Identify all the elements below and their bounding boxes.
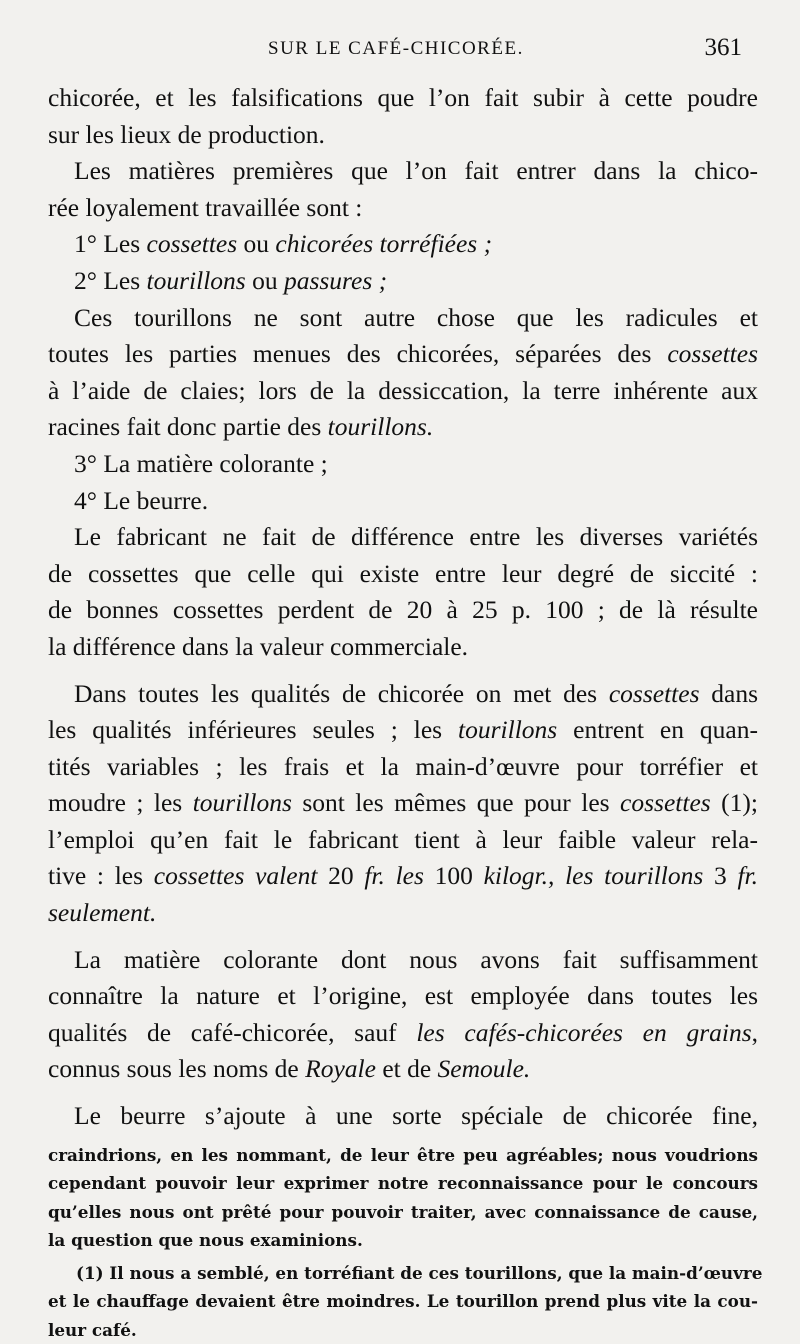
italic-run: seulement. [48, 898, 157, 928]
text-line [48, 822, 758, 859]
text-line [48, 895, 758, 932]
paragraph-gap [48, 1088, 758, 1098]
text-line [48, 190, 758, 227]
text-run: connaître la nature et l’origine, est employée dans toutes les [48, 981, 758, 1011]
italic-run: chicorées torréfiées ; [275, 229, 493, 259]
text-line [48, 749, 758, 786]
text-line [48, 80, 758, 117]
text-line [48, 1051, 758, 1088]
text-line [48, 336, 758, 373]
text-run: la différence dans la valeur commerciale. [48, 631, 469, 661]
text-run: toutes les parties menues des chicorées, séparées des [48, 339, 668, 369]
running-head: SUR LE CAFÉ-CHICORÉE. [268, 38, 524, 59]
text-line [48, 519, 758, 556]
text-run: ou [237, 229, 276, 259]
text-run: Les matières premières que l’on fait entrer dans la chico- [74, 156, 758, 186]
text-run: 1° Les [74, 229, 147, 259]
italic-run: fr. [737, 861, 759, 891]
text-run: ou [245, 265, 284, 295]
page-body [48, 80, 763, 1344]
text-run: (1); [710, 788, 758, 818]
text-line [48, 712, 758, 749]
note-line: la question que nous examinions. [48, 1230, 363, 1251]
text-run: Dans toutes les qualités de chicorée on met des [74, 678, 609, 708]
text-run: 100 [423, 861, 484, 891]
text-line [48, 556, 758, 593]
text-run: tive : les [48, 861, 154, 891]
text-line [48, 226, 758, 263]
text-line [48, 153, 758, 190]
italic-run: tourillons. [327, 412, 434, 442]
text-run: à l’aide de claies; lors de la dessiccation, la terre inhérente aux [48, 375, 758, 405]
footnote-line: (1) Il nous a semblé, en torréfiant de ces tourillons, que la main-d’œuvre [76, 1262, 763, 1283]
main-text [48, 80, 758, 1135]
continued-note [48, 1141, 758, 1255]
text-line [48, 978, 758, 1015]
text-run: entrent en quan- [557, 715, 758, 745]
text-run: Ces tourillons ne sont autre chose que les radicules et [74, 302, 758, 332]
text-run: Le fabricant ne fait de différence entre les diverses variétés [74, 522, 758, 552]
text-line [48, 483, 758, 520]
italic-run: tourillons [458, 715, 558, 745]
text-line [48, 592, 758, 629]
text-line [48, 1098, 758, 1135]
italic-run: cossettes [667, 339, 758, 369]
italic-run: kilogr., les tourillons [483, 861, 704, 891]
text-run: l’emploi qu’en fait le fabricant tient à leur faible valeur rela- [48, 824, 758, 854]
text-line [48, 1015, 758, 1052]
text-run: La matière colorante dont nous avons fait suffisamment [74, 944, 758, 974]
text-line [48, 858, 758, 895]
text-line [48, 942, 758, 979]
page-header [0, 34, 800, 66]
italic-run: les cafés-chicorées en grains [416, 1017, 752, 1047]
text-line [48, 629, 758, 666]
footnote-line: leur café. [48, 1319, 137, 1340]
text-run: 2° Les [74, 265, 147, 295]
text-run: sur les lieux de production. [48, 119, 325, 149]
text-run: Le beurre s’ajoute à une sorte spéciale de chicorée fine, [74, 1101, 758, 1131]
italic-run: cossettes [608, 678, 700, 708]
note-line: cependant pouvoir leur exprimer notre reconnaissance pour le concours [48, 1173, 758, 1194]
text-run: 4° Le beurre. [74, 485, 209, 515]
text-run: qualités de café-chicorée, sauf [48, 1017, 417, 1047]
text-run: moudre ; les [48, 788, 193, 818]
text-line [48, 117, 758, 154]
text-run: racines fait donc partie des [48, 412, 328, 442]
paragraph-gap [48, 666, 758, 676]
italic-run: Royale [305, 1054, 376, 1084]
footnote [48, 1259, 763, 1344]
text-run: les qualités inférieures seules ; les [48, 715, 459, 745]
text-run: 20 [317, 861, 365, 891]
text-run: dans [699, 678, 758, 708]
text-run: de bonnes cossettes perdent de 20 à 25 p. 100 ; de là résulte [48, 595, 758, 625]
text-run: connus sous les noms de [48, 1054, 306, 1084]
italic-run: tourillons [192, 788, 292, 818]
paragraph-gap [48, 932, 758, 942]
text-run: 3° La matière colorante ; [74, 448, 328, 478]
text-line [48, 373, 758, 410]
text-line [48, 676, 758, 713]
text-run: 3 [703, 861, 738, 891]
text-run: chicorée, et les falsifications que l’on fait subir à cette poudre [48, 83, 758, 112]
italic-run: tourillons [146, 265, 246, 295]
italic-run: fr. les [364, 861, 424, 891]
footnote-line: et le chauffage devaient être moindres. Le tourillon prend plus vite la cou- [48, 1291, 758, 1312]
italic-run: cossettes valent [153, 861, 318, 891]
note-line: craindrions, en les nommant, de leur être peu agréables; nous voudrions [48, 1144, 758, 1165]
text-line [48, 446, 758, 483]
italic-run: Semoule. [437, 1054, 531, 1084]
text-run: rée loyalement travaillée sont : [48, 192, 363, 222]
text-run: sont les mêmes que pour les [291, 788, 621, 818]
text-line [48, 300, 758, 337]
text-line [48, 263, 758, 300]
text-line [48, 785, 758, 822]
note-line: qu’elles nous ont prêté pour pouvoir traiter, avec connaissance de cause, [48, 1201, 758, 1222]
text-run: , [751, 1017, 758, 1047]
text-run: et de [375, 1054, 438, 1084]
italic-run: cossettes [620, 788, 711, 818]
page-number: 361 [704, 34, 742, 61]
text-line [48, 409, 758, 446]
italic-run: passures ; [283, 265, 388, 295]
italic-run: cossettes [146, 229, 238, 259]
text-run: tités variables ; les frais et la main-d’œuvre pour torréfier et [48, 751, 758, 781]
text-run: de cossettes que celle qui existe entre leur degré de siccité : [48, 558, 758, 588]
